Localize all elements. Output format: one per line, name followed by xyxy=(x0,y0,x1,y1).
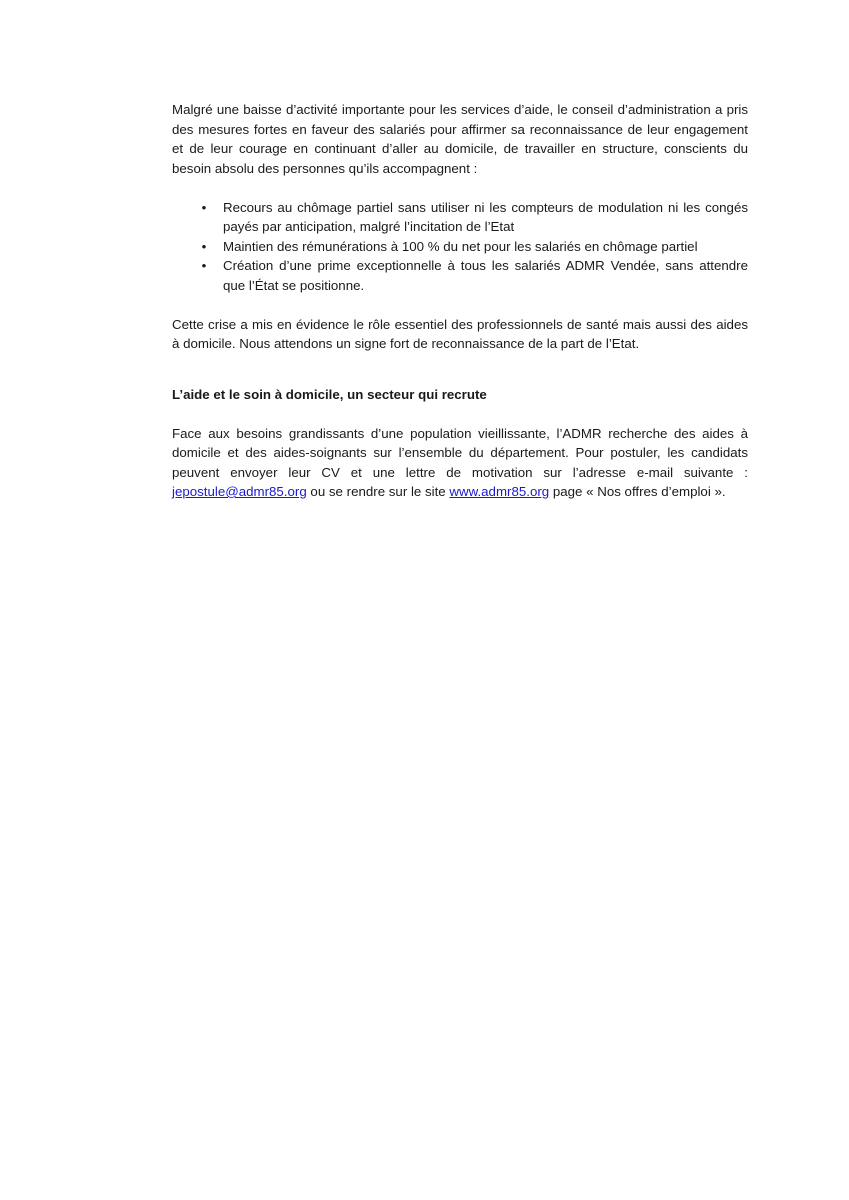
bullet-icon: • xyxy=(201,199,207,215)
recruit-paragraph xyxy=(172,424,748,502)
measure-text: Création d’une prime exceptionnelle à tous les salariés ADMR Vendée, sans attendre que l’État se positionne. xyxy=(223,258,748,293)
list-item xyxy=(172,198,748,237)
measures-list xyxy=(172,198,748,296)
measure-text: Recours au chômage partiel sans utiliser ni les compteurs de modulation ni les congés payés par anticipation, malgré l’incitation de l’Etat xyxy=(223,199,748,234)
bullet-icon: • xyxy=(201,258,207,273)
recruit-text-end: page « Nos offres d’emploi ». xyxy=(549,484,726,499)
list-item xyxy=(172,237,748,257)
recruit-text-start: Face aux besoins grandissants d’une population vieillissante, l’ADMR recherche des aides à domicile et des aides-soignants sur l’ensemble du département. Pour postuler, les candidats peuvent envoyer leur CV et une lettre de motivation sur l’adresse e-mail suivante : xyxy=(172,425,748,480)
email-link[interactable]: jepostule@admr85.org xyxy=(172,484,307,499)
measure-text: Maintien des rémunérations à 100 % du net pour les salariés en chômage partiel xyxy=(223,238,698,254)
list-item xyxy=(172,256,748,295)
document-body xyxy=(172,100,748,502)
website-link[interactable]: www.admr85.org xyxy=(449,484,550,499)
crise-paragraph: Cette crise a mis en évidence le rôle essentiel des professionnels de santé mais aussi des aides à domicile. Nous attendons un signe fort de reconnaissance de la part de l’Etat. xyxy=(172,316,748,351)
recruit-text-middle: ou se rendre sur le site xyxy=(306,484,450,499)
intro-paragraph: Malgré une baisse d’activité importante pour les services d’aide, le conseil d’administration a pris des mesures fortes en faveur des salariés pour affirmer sa reconnaissance de leur engagement et de leur courage en continuant d’aller au domicile, de travailler en structure, conscients du besoin absolu des personnes qu’ils accompagnent : xyxy=(172,102,748,176)
section-heading: L’aide et le soin à domicile, un secteur qui recrute xyxy=(172,386,487,402)
bullet-icon: • xyxy=(201,238,207,254)
